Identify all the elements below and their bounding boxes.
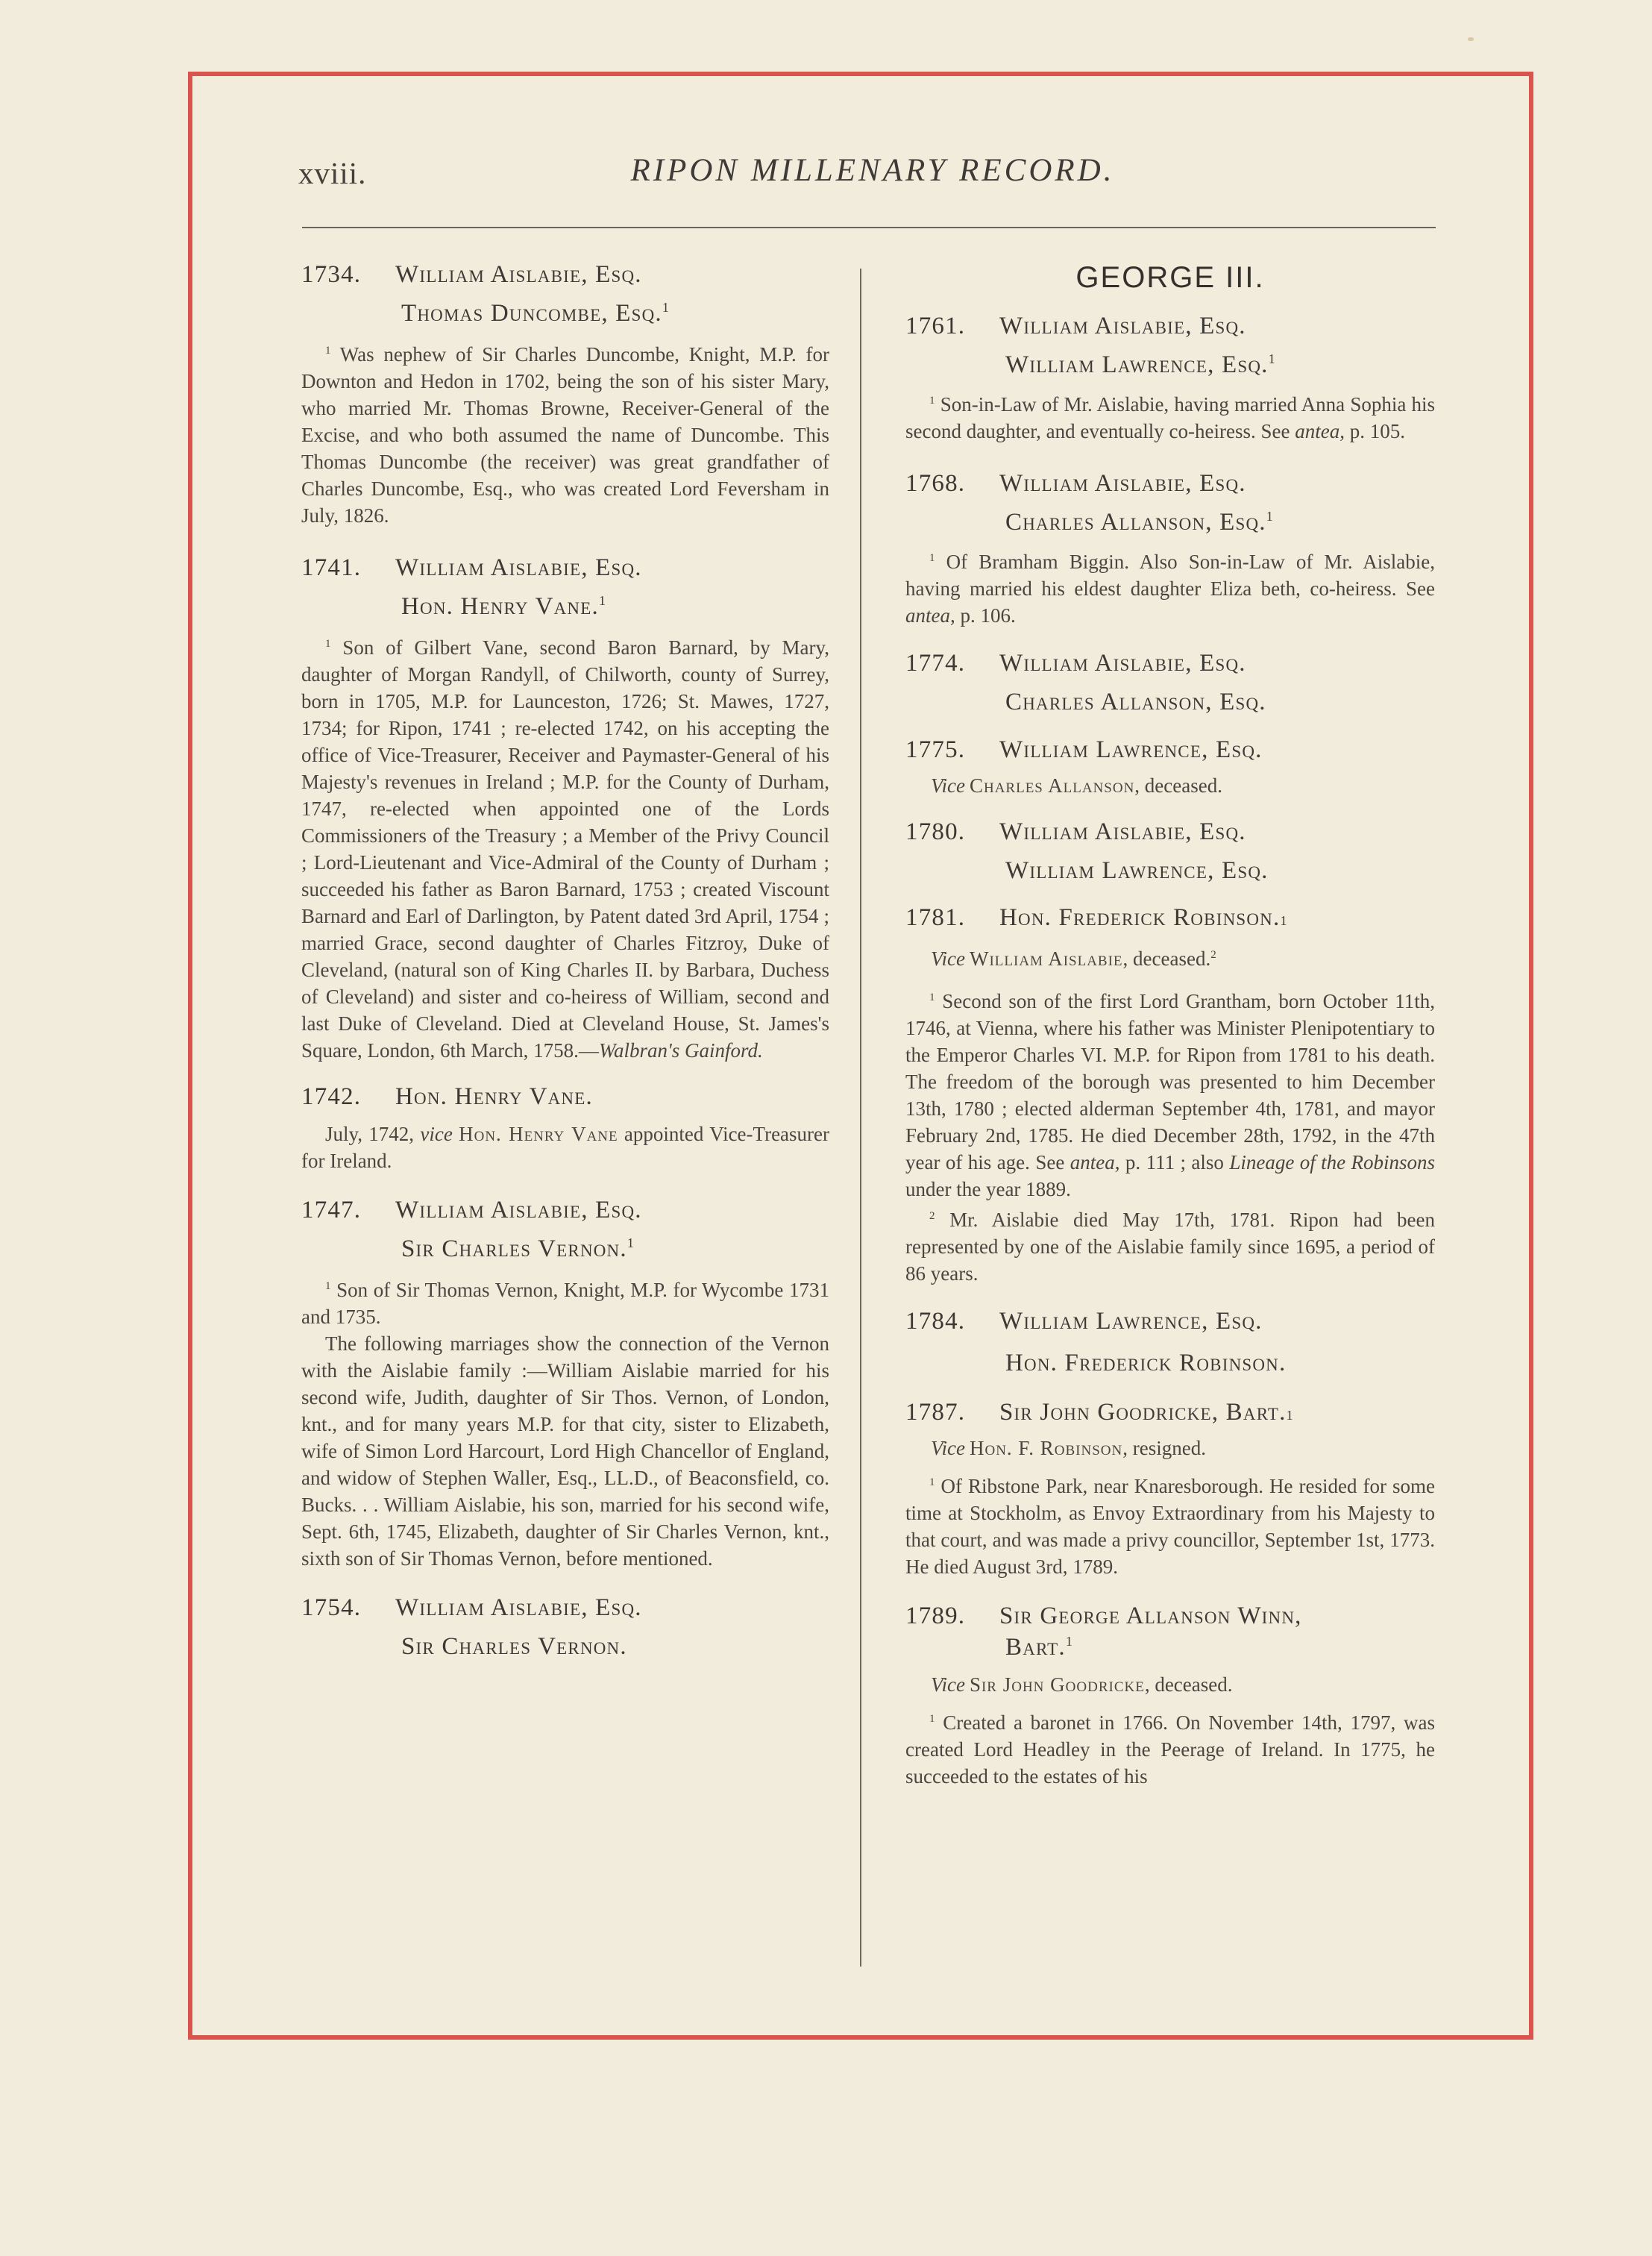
member-name: William Aislabie, Esq. (999, 818, 1246, 845)
footnote-text: Son of Sir Thomas Vernon, Knight, M.P. for Wycombe 1731 and 1735. (301, 1278, 830, 1328)
footnote-text: Created a baronet in 1766. On November 14th, 1797, was created Lord Headley in the Peerage of Ireland. In 1775, he succeeded to the estates of his (905, 1711, 1435, 1788)
entry-1787 (905, 1399, 1435, 1580)
footnote-text: under the year 1889. (905, 1178, 1071, 1201)
page-reference: p. 106. (960, 604, 1016, 627)
year: 1784. (905, 1308, 966, 1335)
footnote-text: Second son of the first Lord Grantham, born October 11th, 1746, at Vienna, where his father was Minister Plenipotentiary to the Emperor Charles VI. M.P. for Ripon from 1781 to his death. The freedom of the borough was presented to him December 13th, 1780 ; elected alderman September 4th, 1781, and mayor February 2nd, 1785. He died December 28th, 1792, in the 47th year of his age. See (905, 990, 1435, 1174)
member-name: Sir George Allanson Winn, (999, 1602, 1302, 1630)
member-name: William Lawrence, Esq. (999, 1308, 1263, 1335)
antea-reference: antea, (905, 604, 955, 627)
footnote-mark: 1 (598, 592, 607, 608)
footnote-mark: 1 (626, 1235, 635, 1250)
footnote-mark: 1 (929, 1713, 935, 1726)
footnote-mark: 1 (1266, 508, 1274, 524)
antea-reference: antea, (1295, 419, 1345, 442)
member-name: Hon. Frederick Robinson. (1005, 1350, 1287, 1377)
member-name: William Aislabie, Esq. (999, 313, 1246, 339)
lineage-reference: Lineage of the Robinsons (1229, 1151, 1436, 1174)
note-text: July, 1742, (325, 1122, 415, 1145)
paper-speck (1468, 37, 1474, 41)
vice-label: Vice (931, 1673, 965, 1696)
page-reference: p. 105. (1349, 419, 1405, 442)
footnote-text: Son-in-Law of Mr. Aislabie, having married Anna Sophia his second daughter, and eventually co-heiress. See (905, 392, 1436, 442)
footnote-mark: 1 (1286, 1408, 1294, 1423)
footnote-mark: 1 (325, 344, 331, 357)
footnote-mark: 1 (1280, 913, 1288, 929)
vice-label: Vice (931, 1437, 965, 1460)
running-title: RIPON MILLENARY RECORD. (630, 153, 1115, 188)
year: 1747. (301, 1196, 362, 1223)
member-name: Sir Charles Vernon. (401, 1235, 627, 1262)
antea-reference: antea, (1070, 1151, 1120, 1174)
year: 1754. (301, 1594, 362, 1621)
year: 1768. (905, 469, 966, 497)
entry-1768 (905, 470, 1435, 629)
footnote-mark: 1 (929, 991, 935, 1004)
member-name: Hon. Henry Vane. (395, 1082, 593, 1110)
entry-1781 (905, 904, 1435, 1287)
reign-heading: GEORGE III. (1075, 261, 1265, 294)
entry-1761 (905, 313, 1435, 445)
page-reference: p. 111 ; also (1125, 1151, 1224, 1174)
member-name: Charles Allanson, Esq. (1005, 688, 1266, 715)
entry-1784 (905, 1308, 1435, 1378)
vice-label: Vice (931, 947, 965, 971)
entry-1734 (301, 261, 829, 529)
member-name: William Lawrence, Esq. (1005, 856, 1269, 884)
page-number: xviii. (298, 156, 367, 190)
footnote-text: Was nephew of Sir Charles Duncombe, Knight, M.P. for Downton and Hedon in 1702, being the son of his sister Mary, who married Mr. Thomas Browne, Receiver-General of the Excise, and who both assumed the name of Duncombe. This Thomas Duncombe (the receiver) was great grandfather of Charles Duncombe, Esq., who was created Lord Feversham in July, 1826. (301, 342, 829, 527)
footnote-mark: 2 (929, 1210, 935, 1223)
year: 1787. (905, 1399, 966, 1426)
footnote-text: Of Bramham Biggin. Also Son-in-Law of Mr. Aislabie, having married his eldest daughter Eliza beth, co-heiress. See (905, 550, 1436, 600)
year: 1789. (905, 1602, 966, 1630)
vice-status: , deceased. (1122, 947, 1211, 971)
footnote-mark: 1 (662, 299, 670, 315)
year: 1741. (301, 554, 362, 581)
member-name: Sir John Goodricke, Bart. (999, 1399, 1287, 1426)
vice-name: Hon. F. Robinson (969, 1437, 1123, 1460)
entry-1747 (301, 1197, 829, 1572)
footnote-mark: 1 (1065, 1634, 1074, 1649)
footnote-mark: 1 (929, 394, 935, 407)
member-name: William Aislabie, Esq. (395, 1196, 642, 1223)
vice-name: Sir John Goodricke (969, 1673, 1145, 1696)
entry-1780 (905, 818, 1435, 886)
column-divider (860, 269, 861, 1967)
footnote-text: Mr. Aislabie died May 17th, 1781. Ripon had been represented by one of the Aislabie family since 1695, a period of 86 years. (905, 1209, 1436, 1285)
year: 1780. (905, 818, 966, 845)
year: 1781. (905, 904, 966, 932)
entry-1774 (905, 650, 1435, 717)
member-name: Hon. Henry Vane. (401, 592, 599, 620)
year: 1775. (905, 736, 966, 763)
member-name: William Aislabie, Esq. (395, 554, 642, 581)
entry-1775 (905, 736, 1435, 799)
footnote-text: The following marriages show the connection of the Vernon with the Aislabie family :—William Aislabie married for his second wife, Judith, daughter of Sir Thos. Vernon, of London, knt., and for many years M.P. for that city, sister to Elizabeth, wife of Simon Lord Harcourt, Lord High Chancellor of England, and widow of Stephen Waller, Esq., LL.D., of Beaconsfield, co. Bucks. . . William Aislabie, his son, married for his second wife, Sept. 6th, 1745, Elizabeth, daughter of Sir Charles Vernon, knt., sixth son of Sir Thomas Vernon, before mentioned. (301, 1332, 829, 1570)
source-citation: Walbran's Gainford. (598, 1038, 763, 1062)
header-rule (302, 227, 1436, 228)
entry-1741 (301, 554, 829, 1064)
member-name: William Lawrence, Esq. (1005, 351, 1269, 378)
year: 1742. (301, 1082, 362, 1110)
footnote-mark: 1 (325, 1279, 331, 1292)
member-name: Thomas Duncombe, Esq. (401, 299, 662, 327)
entry-1754 (301, 1594, 829, 1661)
vice-status: , deceased. (1144, 1673, 1233, 1696)
footnote-mark: 1 (325, 637, 331, 650)
year: 1774. (905, 649, 966, 677)
member-name: Hon. Frederick Robinson. (999, 904, 1281, 932)
member-name: William Aislabie, Esq. (395, 261, 642, 288)
year: 1734. (301, 261, 362, 288)
footnote-text: Son of Gilbert Vane, second Baron Barnard, by Mary, daughter of Morgan Randyll, of Chilworth, county of Surrey, born in 1705, M.P. for Launceston, 1726; St. Mawes, 1727, 1734; for Ripon, 1741 ; re-elected 1742, on his accepting the office of Vice-Treasurer, Receiver and Paymaster-General of his Majesty's revenues in Ireland ; M.P. for the County of Durham, 1747, re-elected when appointed one of the Lords Commissioners of the Treasury ; a Member of the Privy Council ; Lord-Lieutenant and Vice-Admiral of the County of Durham ; succeeded his father as Baron Barnard, 1753 ; created Viscount Barnard and Earl of Darlington, by Patent dated 3rd April, 1754 ; married Grace, second daughter of Charles Fitzroy, Duke of Cleveland, (natural son of King Charles II. by Barbara, Duchess of Cleveland) and sister and co-heiress of William, second and last Duke of Cleveland. Died at Cleveland House, St. James's Square, London, 6th March, 1758.— (301, 636, 829, 1062)
member-name: William Aislabie, Esq. (999, 649, 1246, 677)
footnote-mark: 1 (1268, 351, 1276, 366)
member-name: Charles Allanson, Esq. (1005, 508, 1266, 536)
vice-label: vice (420, 1122, 453, 1145)
footnote-mark: 2 (1210, 949, 1216, 962)
member-name: Sir Charles Vernon. (401, 1632, 627, 1660)
left-column (301, 261, 829, 1661)
note-text: appointed Vice-Treasurer for Ireland. (301, 1122, 830, 1172)
footnote-text: Of Ribstone Park, near Knaresborough. He resided for some time at Stockholm, as Envoy Extraordinary from his Majesty to that court, and was made a privy councillor, September 1st, 1773. He died August 3rd, 1789. (905, 1475, 1436, 1579)
right-column (905, 261, 1435, 1790)
vice-name: William Aislabie (969, 947, 1123, 971)
entry-1789 (905, 1602, 1435, 1790)
member-name: William Lawrence, Esq. (999, 736, 1263, 763)
vice-status: , resigned. (1122, 1437, 1206, 1460)
vice-label: Vice (931, 774, 965, 797)
year: 1761. (905, 313, 966, 339)
member-name: William Aislabie, Esq. (999, 469, 1246, 497)
vice-status: , deceased. (1134, 774, 1222, 797)
vice-name: Hon. Henry Vane (459, 1122, 618, 1145)
entry-1742 (301, 1083, 829, 1174)
footnote-mark: 1 (929, 551, 935, 564)
footnote-mark: 1 (929, 1476, 935, 1489)
member-name: William Aislabie, Esq. (395, 1594, 642, 1621)
member-name: Bart. (1005, 1634, 1066, 1661)
vice-name: Charles Allanson (969, 774, 1135, 797)
